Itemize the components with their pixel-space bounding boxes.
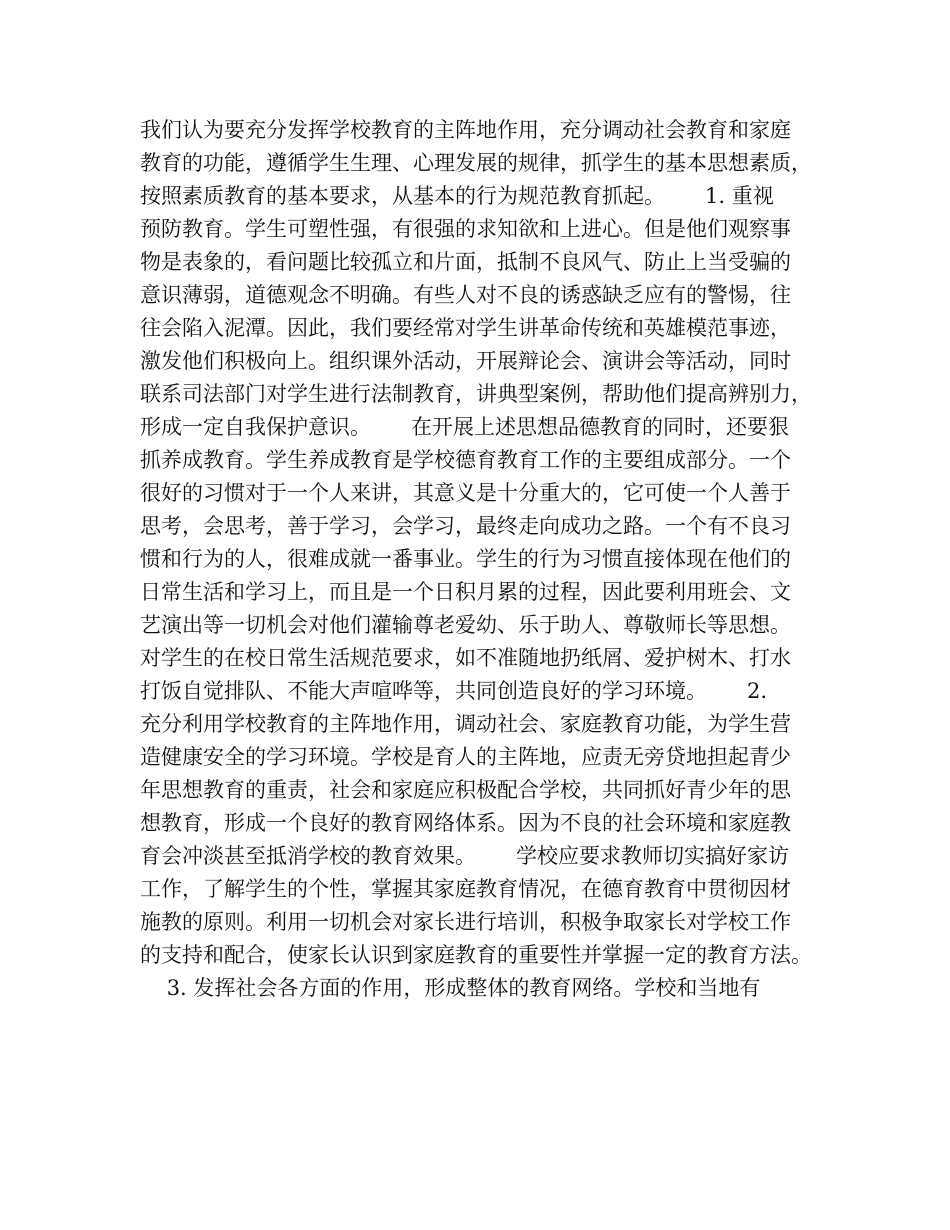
text-line: 想教育，形成一个良好的教育网络体系。因为不良的社会环境和家庭教: [140, 811, 791, 835]
text-line: 对学生的在校日常生活规范要求，如不准随地扔纸屑、爱护树木、打水: [140, 646, 791, 670]
text-line: 年思想教育的重责，社会和家庭应积极配合学校，共同抓好青少年的思: [140, 778, 791, 802]
text-line: 造健康安全的学习环境。学校是育人的主阵地，应责无旁贷地担起青少: [140, 745, 791, 769]
text-line: 往会陷入泥潭。因此，我们要经常对学生讲革命传统和英雄模范事迹，: [140, 316, 791, 340]
text-line: 我们认为要充分发挥学校教育的主阵地作用，充分调动社会教育和家庭: [140, 118, 791, 142]
text-line: 激发他们积极向上。组织课外活动，开展辩论会、演讲会等活动，同时: [140, 349, 791, 373]
text-line: 很好的习惯对于一个人来讲，其意义是十分重大的，它可使一个人善于: [140, 481, 791, 505]
text-line: 预防教育。学生可塑性强，有很强的求知欲和上进心。但是他们观察事: [140, 217, 791, 241]
text-line: 日常生活和学习上，而且是一个日积月累的过程，因此要利用班会、文: [140, 580, 791, 604]
text-line: 3. 发挥社会各方面的作用，形成整体的教育网络。学校和当地有: [140, 976, 761, 1000]
text-line: 按照素质教育的基本要求，从基本的行为规范教育抓起。 1. 重视: [140, 184, 774, 208]
text-line: 育会冲淡甚至抵消学校的教育效果。 学校应要求教师切实搞好家访: [140, 844, 790, 868]
text-line: 工作，了解学生的个性，掌握其家庭教育情况，在德育教育中贯彻因材: [140, 877, 791, 901]
body-text: [140, 114, 830, 1005]
text-line: 联系司法部门对学生进行法制教育，讲典型案例，帮助他们提高辨别力，: [140, 382, 812, 406]
text-line: 惯和行为的人，很难成就一番事业。学生的行为习惯直接体现在他们的: [140, 547, 791, 571]
text-line: 物是表象的，看问题比较孤立和片面，抵制不良风气、防止上当受骗的: [140, 250, 791, 274]
text-line: 抓养成教育。学生养成教育是学校德育教育工作的主要组成部分。一个: [140, 448, 791, 472]
text-line: 思考，会思考，善于学习，会学习，最终走向成功之路。一个有不良习: [140, 514, 791, 538]
text-line: 充分利用学校教育的主阵地作用，调动社会、家庭教育功能，为学生营: [140, 712, 791, 736]
text-line: 的支持和配合，使家长认识到家庭教育的重要性并掌握一定的教育方法。: [140, 943, 812, 967]
text-line: 打饭自觉排队、不能大声喧哗等，共同创造良好的学习环境。 2.: [140, 679, 768, 703]
text-line: 施教的原则。利用一切机会对家长进行培训，积极争取家长对学校工作: [140, 910, 791, 934]
text-line: 教育的功能，遵循学生生理、心理发展的规律，抓学生的基本思想素质，: [140, 151, 812, 175]
text-line: 艺演出等一切机会对他们灌输尊老爱幼、乐于助人、尊敬师长等思想。: [140, 613, 791, 637]
text-line: 意识薄弱，道德观念不明确。有些人对不良的诱惑缺乏应有的警惕，往: [140, 283, 791, 307]
text-line: 形成一定自我保护意识。 在开展上述思想品德教育的同时，还要狠: [140, 415, 790, 439]
